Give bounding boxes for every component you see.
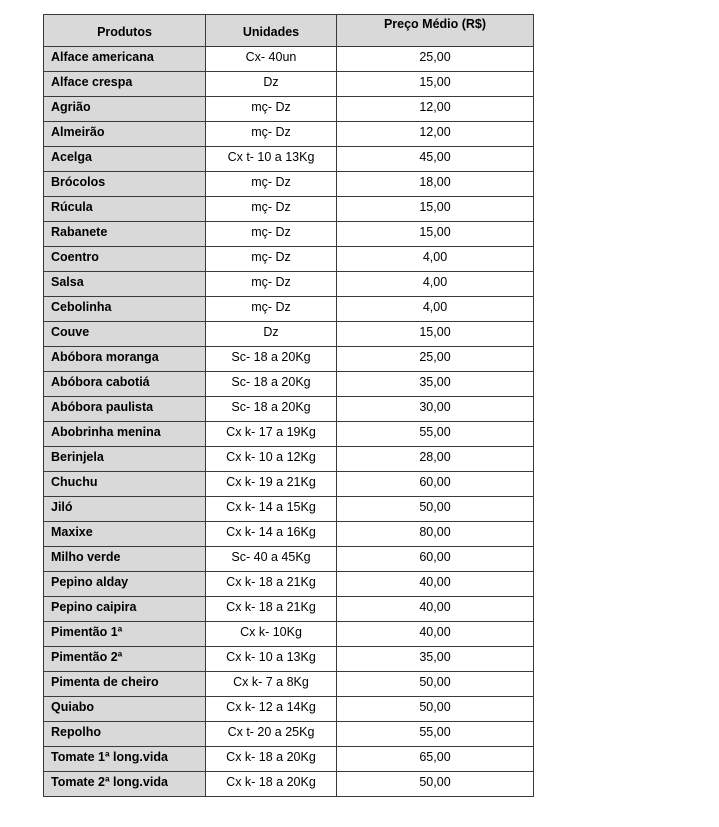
table-row [44,347,534,372]
product-cell: Couve [44,322,206,347]
price-cell: 60,00 [337,472,534,497]
price-cell: 18,00 [337,172,534,197]
table-row [44,747,534,772]
price-cell: 28,00 [337,447,534,472]
product-cell: Almeirão [44,122,206,147]
product-cell: Tomate 2ª long.vida [44,772,206,797]
product-cell: Pepino caipira [44,597,206,622]
unit-cell: Cx k- 12 a 14Kg [206,697,337,722]
price-cell: 25,00 [337,347,534,372]
table-header [44,15,534,47]
price-table [43,14,534,797]
unit-cell: mç- Dz [206,172,337,197]
table-row [44,497,534,522]
product-cell: Abóbora paulista [44,397,206,422]
unit-cell: Cx k- 19 a 21Kg [206,472,337,497]
table-row [44,547,534,572]
price-cell: 25,00 [337,47,534,72]
table-row [44,97,534,122]
table-row [44,222,534,247]
product-cell: Alface americana [44,47,206,72]
product-cell: Repolho [44,722,206,747]
price-cell: 12,00 [337,97,534,122]
table-row [44,147,534,172]
price-cell: 50,00 [337,697,534,722]
table-row [44,422,534,447]
table-row [44,572,534,597]
price-cell: 4,00 [337,297,534,322]
header-average-price: Preço Médio (R$) [337,15,534,47]
price-cell: 80,00 [337,522,534,547]
price-cell: 50,00 [337,772,534,797]
price-cell: 60,00 [337,547,534,572]
table-row [44,72,534,97]
price-cell: 45,00 [337,147,534,172]
product-cell: Berinjela [44,447,206,472]
table-row [44,122,534,147]
product-cell: Brócolos [44,172,206,197]
product-cell: Abobrinha menina [44,422,206,447]
header-units: Unidades [206,15,337,47]
table-row [44,772,534,797]
unit-cell: Dz [206,322,337,347]
price-cell: 40,00 [337,572,534,597]
unit-cell: mç- Dz [206,247,337,272]
price-cell: 35,00 [337,647,534,672]
table-row [44,297,534,322]
product-cell: Abóbora moranga [44,347,206,372]
table-row [44,272,534,297]
table-row [44,472,534,497]
unit-cell: mç- Dz [206,197,337,222]
unit-cell: Cx k- 18 a 20Kg [206,772,337,797]
table-row [44,522,534,547]
product-cell: Quiabo [44,697,206,722]
price-cell: 15,00 [337,322,534,347]
unit-cell: mç- Dz [206,297,337,322]
header-products: Produtos [44,15,206,47]
product-cell: Pimenta de cheiro [44,672,206,697]
unit-cell: Cx k- 18 a 20Kg [206,747,337,772]
product-cell: Cebolinha [44,297,206,322]
table-body [44,47,534,797]
unit-cell: Cx k- 10 a 12Kg [206,447,337,472]
product-cell: Milho verde [44,547,206,572]
unit-cell: Cx k- 17 a 19Kg [206,422,337,447]
table-row [44,447,534,472]
unit-cell: Dz [206,72,337,97]
unit-cell: Cx k- 7 a 8Kg [206,672,337,697]
unit-cell: mç- Dz [206,272,337,297]
table-row [44,197,534,222]
price-cell: 30,00 [337,397,534,422]
price-cell: 4,00 [337,272,534,297]
table-row [44,372,534,397]
unit-cell: Cx k- 18 a 21Kg [206,572,337,597]
product-cell: Abóbora cabotiá [44,372,206,397]
price-cell: 40,00 [337,597,534,622]
table-row [44,397,534,422]
price-cell: 50,00 [337,672,534,697]
product-cell: Agrião [44,97,206,122]
table-row [44,697,534,722]
table-row [44,722,534,747]
price-cell: 65,00 [337,747,534,772]
product-cell: Salsa [44,272,206,297]
unit-cell: mç- Dz [206,122,337,147]
product-cell: Chuchu [44,472,206,497]
table-row [44,647,534,672]
table-row [44,597,534,622]
product-cell: Rabanete [44,222,206,247]
unit-cell: mç- Dz [206,97,337,122]
price-cell: 55,00 [337,722,534,747]
table-row [44,247,534,272]
table-row [44,622,534,647]
unit-cell: Sc- 18 a 20Kg [206,347,337,372]
product-cell: Coentro [44,247,206,272]
product-cell: Alface crespa [44,72,206,97]
product-cell: Pimentão 1ª [44,622,206,647]
unit-cell: Cx- 40un [206,47,337,72]
table-row [44,672,534,697]
price-cell: 55,00 [337,422,534,447]
unit-cell: Cx t- 10 a 13Kg [206,147,337,172]
table-row [44,322,534,347]
product-cell: Acelga [44,147,206,172]
unit-cell: Cx k- 18 a 21Kg [206,597,337,622]
price-cell: 15,00 [337,222,534,247]
price-cell: 15,00 [337,197,534,222]
price-cell: 40,00 [337,622,534,647]
unit-cell: Cx k- 10Kg [206,622,337,647]
product-cell: Tomate 1ª long.vida [44,747,206,772]
unit-cell: Cx t- 20 a 25Kg [206,722,337,747]
product-cell: Rúcula [44,197,206,222]
product-cell: Pimentão 2ª [44,647,206,672]
price-cell: 50,00 [337,497,534,522]
product-cell: Maxixe [44,522,206,547]
unit-cell: mç- Dz [206,222,337,247]
price-cell: 4,00 [337,247,534,272]
unit-cell: Cx k- 10 a 13Kg [206,647,337,672]
product-cell: Pepino alday [44,572,206,597]
header-row [44,15,534,47]
product-cell: Jiló [44,497,206,522]
price-cell: 12,00 [337,122,534,147]
table-row [44,47,534,72]
price-cell: 35,00 [337,372,534,397]
unit-cell: Sc- 18 a 20Kg [206,372,337,397]
unit-cell: Sc- 18 a 20Kg [206,397,337,422]
price-cell: 15,00 [337,72,534,97]
unit-cell: Cx k- 14 a 16Kg [206,522,337,547]
unit-cell: Sc- 40 a 45Kg [206,547,337,572]
table-row [44,172,534,197]
unit-cell: Cx k- 14 a 15Kg [206,497,337,522]
